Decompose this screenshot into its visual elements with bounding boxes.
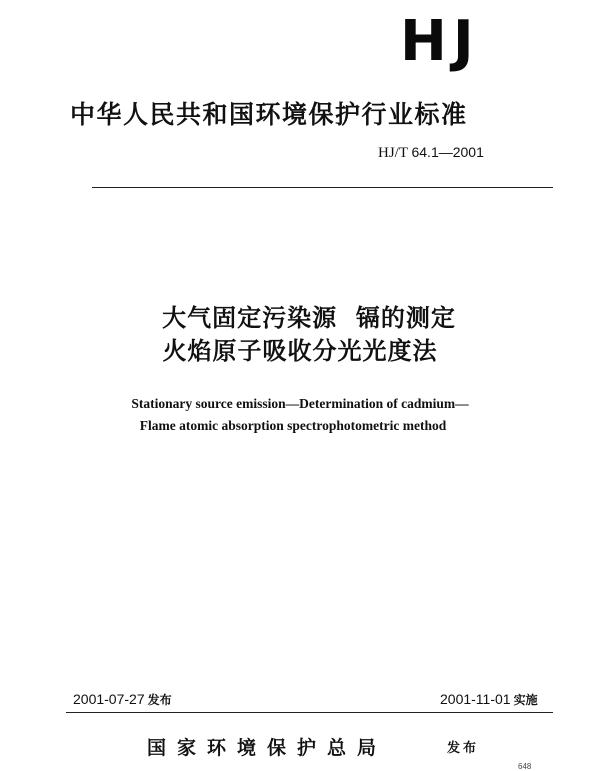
page-number: 648 <box>518 762 532 771</box>
effective-date <box>440 691 538 708</box>
effective-date-value: 2001-11-01 <box>440 691 511 707</box>
issue-date-value: 2001-07-27 <box>73 691 145 707</box>
top-divider <box>92 187 553 188</box>
standard-code <box>378 144 528 162</box>
standard-type-heading: 中华人民共和国环境保护行业标准 <box>70 100 468 129</box>
english-title <box>0 393 600 437</box>
issuing-authority: 国家环境保护总局 <box>147 737 388 759</box>
chinese-title-line-1: 大气固定污染源 镉的测定 <box>162 304 456 332</box>
chinese-title-line-2: 火焰原子吸收分光光度法 <box>162 337 438 365</box>
standard-code-prefix: HJ/T <box>378 145 408 161</box>
standard-code-number: 64.1—2001 <box>411 144 484 160</box>
hj-logo: HJ <box>400 9 480 74</box>
english-title-line-1: Stationary source emission—Determination of cadmium— <box>131 396 469 411</box>
bottom-divider <box>66 712 553 713</box>
issuing-authority-suffix: 发布 <box>447 741 480 756</box>
issue-date <box>73 691 172 708</box>
english-title-line-2: Flame atomic absorption spectrophotometric method <box>139 418 447 433</box>
effective-date-label: 实施 <box>513 693 538 707</box>
chinese-title <box>0 302 600 368</box>
issue-date-label: 发布 <box>147 693 172 707</box>
